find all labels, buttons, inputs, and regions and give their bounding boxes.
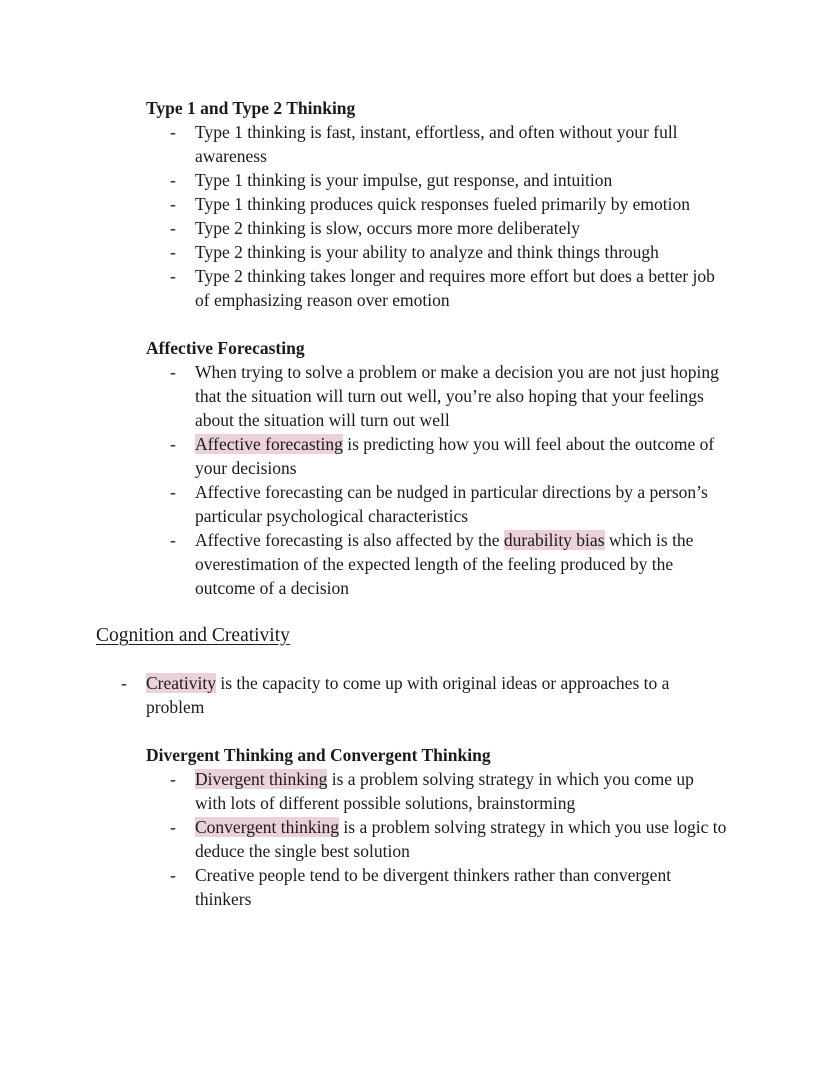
divergent-convergent-list: [96, 767, 731, 911]
term-durability-bias: durability bias: [503, 530, 605, 550]
list-item: [96, 863, 727, 911]
heading-type-thinking: Type 1 and Type 2 Thinking: [146, 98, 356, 118]
list-item: [96, 480, 727, 528]
type-thinking-list: [96, 120, 727, 312]
item-text: is a problem solving strategy in which you use logic to deduce the single best solution: [195, 817, 731, 861]
list-item: [96, 168, 727, 192]
item-text: When trying to solve a problem or make a decision you are not just hoping that the situation will turn out well, you’re also hoping that your feelings about the situation will turn out well: [195, 362, 724, 430]
term-creativity: Creativity: [146, 673, 216, 693]
item-text: Type 2 thinking is your ability to analyze and think things through: [195, 242, 659, 262]
list-item: [96, 432, 727, 480]
item-text: Creative people tend to be divergent thinkers rather than convergent thinkers: [195, 865, 676, 909]
item-text: Type 2 thinking is slow, occurs more more deliberately: [195, 218, 580, 238]
list-item: [96, 815, 731, 863]
item-text: Type 1 thinking is fast, instant, effortless, and often without your full awareness: [195, 122, 682, 166]
item-text: Type 1 thinking produces quick responses fueled primarily by emotion: [195, 194, 690, 214]
list-item: [96, 360, 727, 432]
item-text: Type 2 thinking takes longer and requires more effort but does a better job of emphasizing reason over emotion: [195, 266, 720, 310]
list-item: [96, 120, 727, 168]
list-item: [96, 264, 727, 312]
list-item: [96, 528, 727, 600]
affective-forecasting-list: [96, 360, 727, 600]
item-text: is the capacity to come up with original ideas or approaches to a problem: [146, 673, 674, 717]
list-item: [96, 192, 727, 216]
item-text: Affective forecasting can be nudged in particular directions by a person’s particular psychological characteristics: [195, 482, 713, 526]
list-item: [96, 216, 727, 240]
item-text: is predicting how you will feel about the outcome of your decisions: [195, 434, 719, 478]
heading-divergent-convergent: Divergent Thinking and Convergent Thinking: [146, 745, 491, 765]
term-divergent-thinking: Divergent thinking: [195, 769, 328, 789]
heading-affective-forecasting: Affective Forecasting: [146, 338, 305, 358]
item-text: Affective forecasting is also affected by the: [195, 530, 504, 550]
list-item: [96, 767, 727, 815]
heading-cognition-creativity: Cognition and Creativity: [96, 625, 290, 646]
term-affective-forecasting: Affective forecasting: [195, 434, 343, 454]
item-text: Type 1 thinking is your impulse, gut response, and intuition: [195, 170, 613, 190]
list-item: [96, 240, 727, 264]
term-convergent-thinking: Convergent thinking: [195, 817, 340, 837]
list-item: [96, 671, 727, 719]
cognition-list: [96, 671, 727, 719]
item-text: is a problem solving strategy in which you come up with lots of different possible solutions, brainstorming: [195, 769, 699, 813]
item-text: which is the overestimation of the expected length of the feeling produced by the outcome of a decision: [195, 530, 698, 598]
